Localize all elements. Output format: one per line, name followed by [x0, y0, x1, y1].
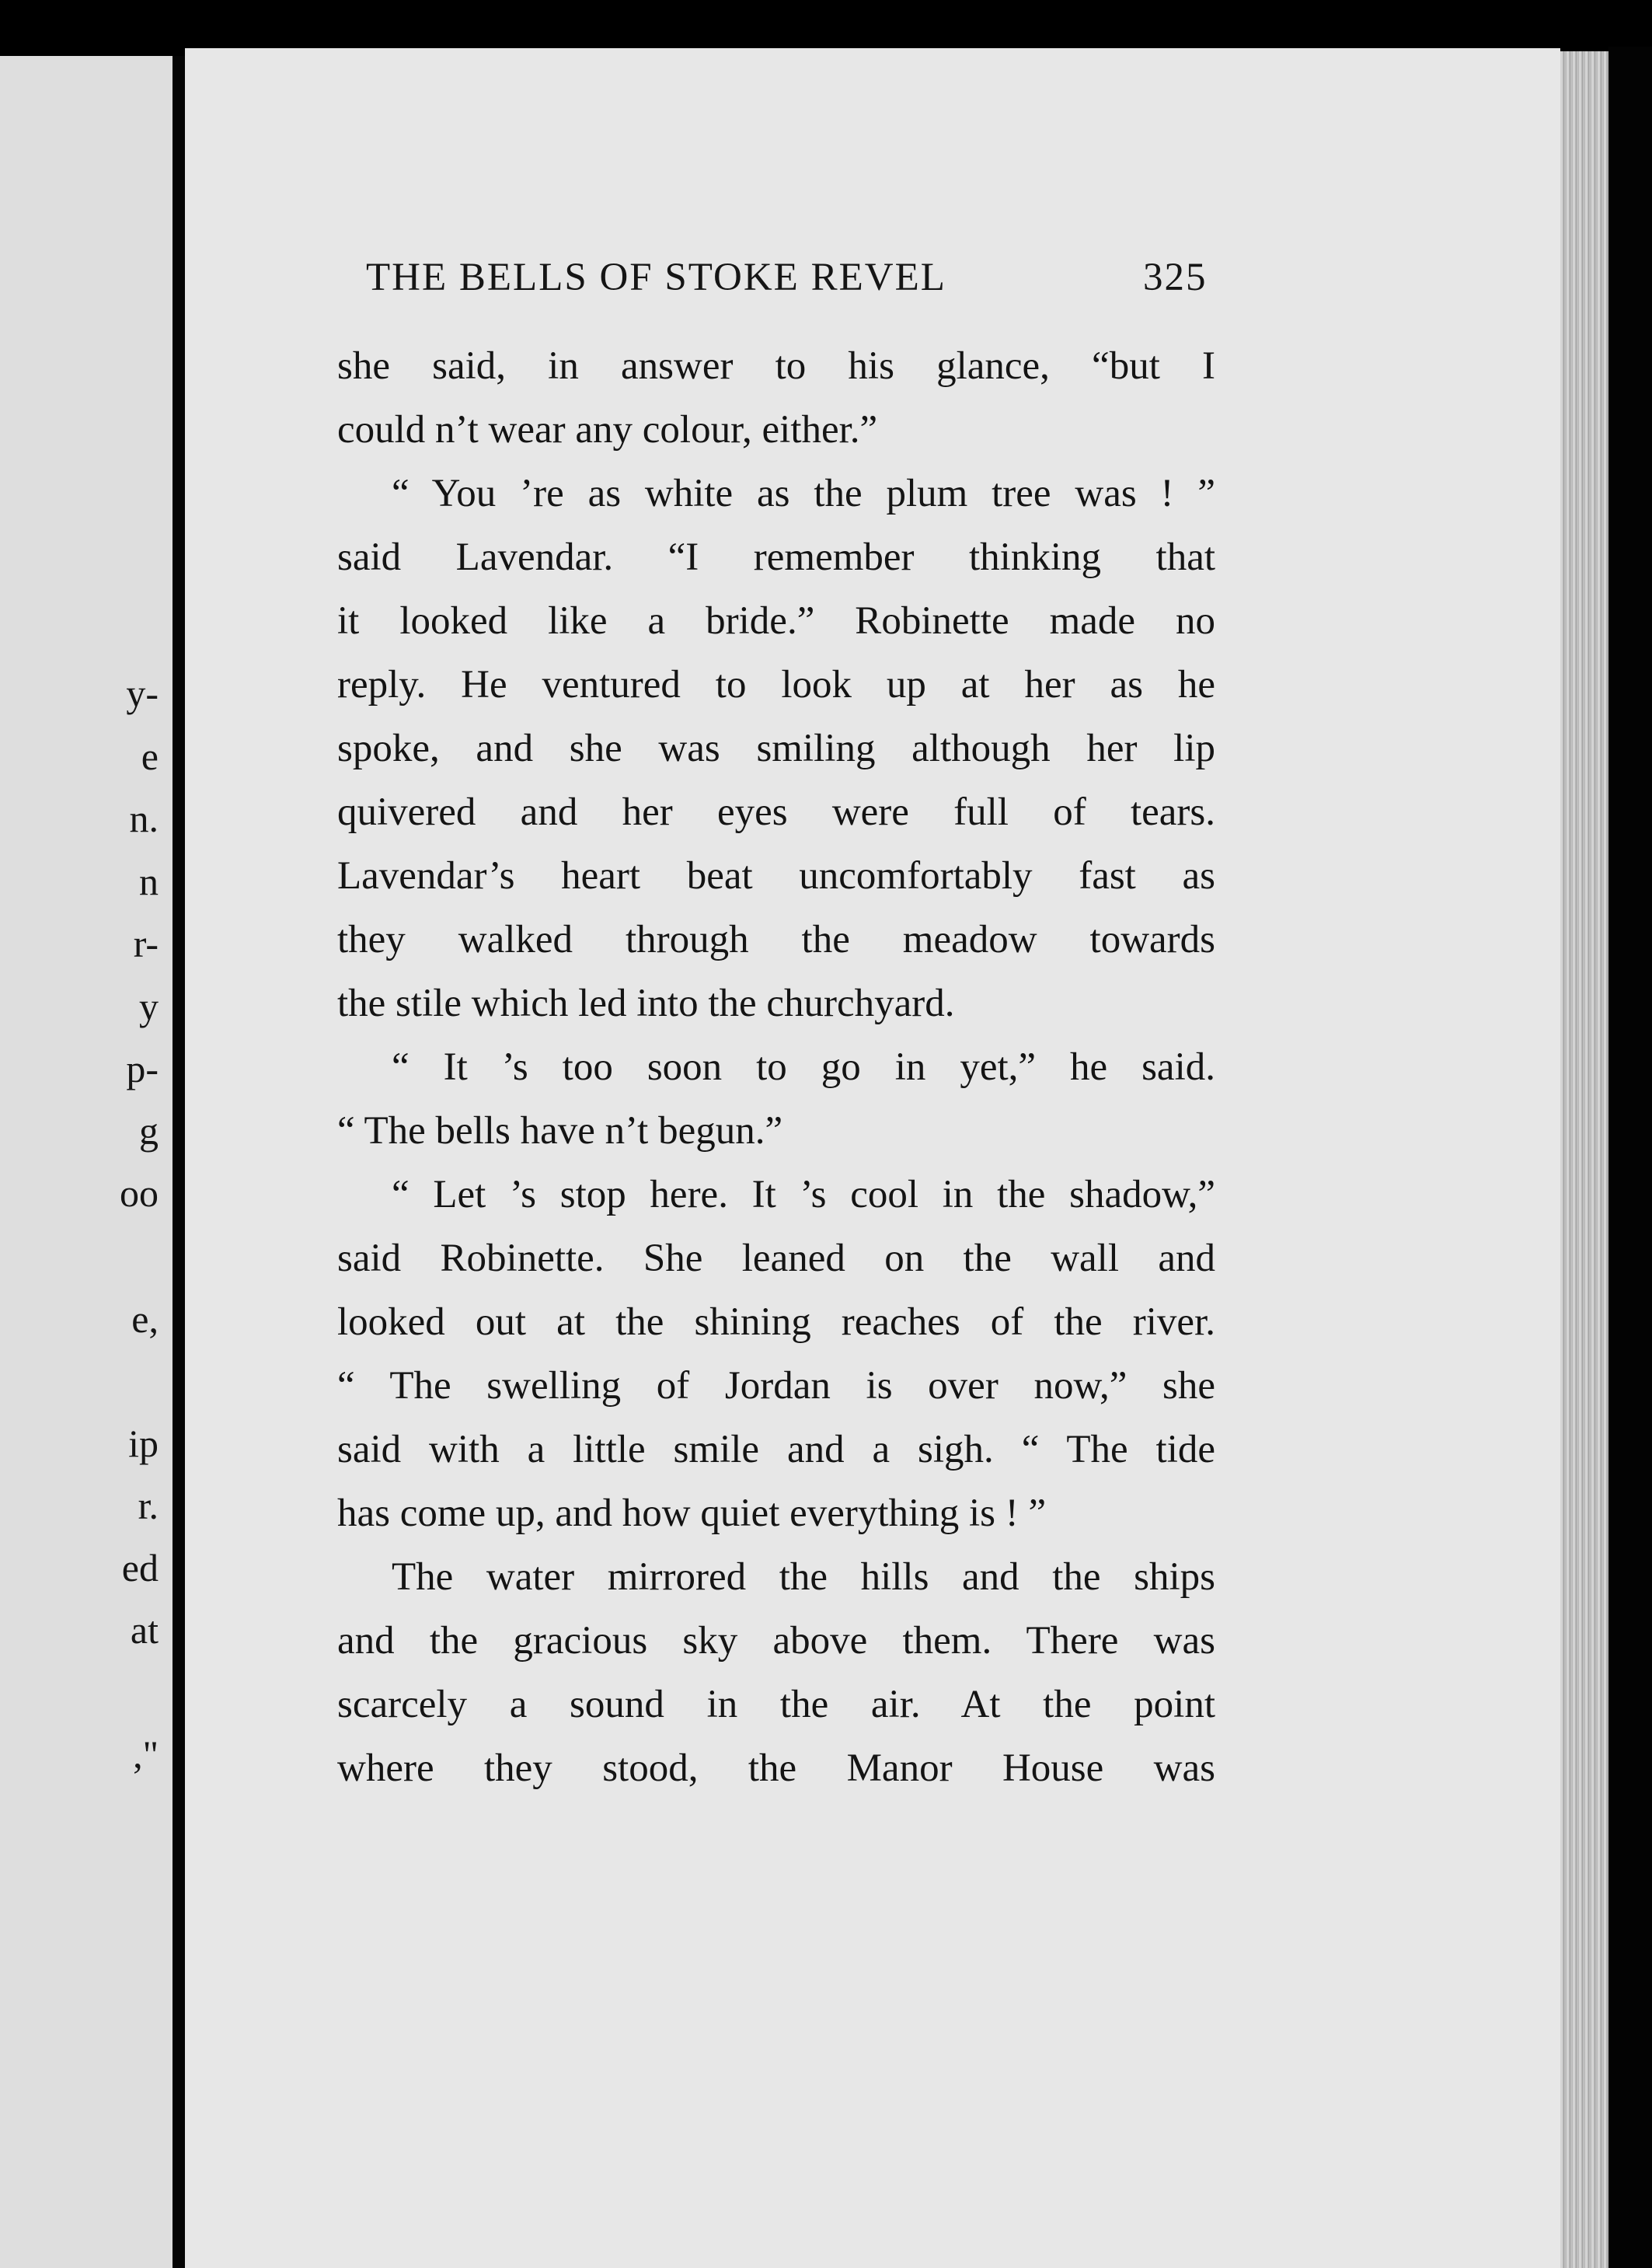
text-line: The water mirrored the hills and the ships: [392, 1555, 1215, 1599]
text-line: said Robinette. She leaned on the wall and: [337, 1237, 1215, 1280]
left-page-fragment: y: [139, 985, 159, 1028]
text-line: the stile which led into the churchyard.: [337, 982, 955, 1025]
text-line: where they stood, the Manor House was: [337, 1746, 1215, 1790]
text-line: could n’t wear any colour, either.”: [337, 408, 878, 452]
scan-border: [1608, 47, 1652, 2268]
text-line: “ You ’re as white as the plum tree was ! ”: [392, 472, 1215, 515]
left-page-fragment: ,": [133, 1732, 159, 1776]
text-line: and the gracious sky above them. There was: [337, 1619, 1215, 1663]
page-edges: [1560, 51, 1608, 2268]
text-line: said with a little smile and a sigh. “ The tide: [337, 1428, 1215, 1471]
text-line: “ Let ’s stop here. It ’s cool in the shadow,”: [392, 1173, 1215, 1216]
running-title: THE BELLS OF STOKE REVEL: [366, 256, 946, 299]
text-line: they walked through the meadow towards: [337, 918, 1215, 961]
left-page-fragment: at: [130, 1608, 159, 1652]
text-line: spoke, and she was smiling although her lip: [337, 727, 1215, 770]
text-line: it looked like a bride.” Robinette made no: [337, 599, 1215, 643]
text-line: Lavendar’s heart beat uncomfortably fast as: [337, 854, 1215, 898]
left-page-fragment: ed: [121, 1546, 159, 1589]
left-page-fragment: ip: [128, 1422, 159, 1465]
text-line: reply. He ventured to look up at her as he: [337, 663, 1215, 707]
left-page-fragment: e: [141, 734, 159, 778]
text-line: “ The swelling of Jordan is over now,” she: [337, 1364, 1215, 1408]
text-line: “ The bells have n’t begun.”: [337, 1109, 783, 1153]
left-page-fragment: n: [139, 860, 159, 903]
text-line: has come up, and how quiet everything is ! ”: [337, 1492, 1047, 1535]
left-page-fragment: r.: [138, 1484, 159, 1527]
left-page-fragment: oo: [120, 1171, 159, 1215]
text-line: looked out at the shining reaches of the river.: [337, 1300, 1215, 1344]
left-page-fragment: g: [139, 1109, 159, 1153]
text-line: she said, in answer to his glance, “but I: [337, 344, 1215, 388]
facing-page-left: [0, 56, 173, 2268]
left-page-fragment: e,: [131, 1297, 159, 1341]
left-page-fragment: r-: [133, 922, 159, 965]
text-line: “ It ’s too soon to go in yet,” he said.: [392, 1045, 1215, 1089]
left-page-fragment: n.: [129, 797, 159, 840]
page-number: 325: [1143, 256, 1208, 299]
text-line: said Lavendar. “I remember thinking that: [337, 536, 1215, 579]
left-page-fragment: p-: [126, 1047, 159, 1090]
left-page-fragment: y-: [126, 672, 159, 715]
text-line: scarcely a sound in the air. At the point: [337, 1683, 1215, 1726]
text-line: quivered and her eyes were full of tears.: [337, 790, 1215, 834]
book-gutter: [173, 56, 185, 2268]
page-body-text: [337, 334, 1215, 1800]
